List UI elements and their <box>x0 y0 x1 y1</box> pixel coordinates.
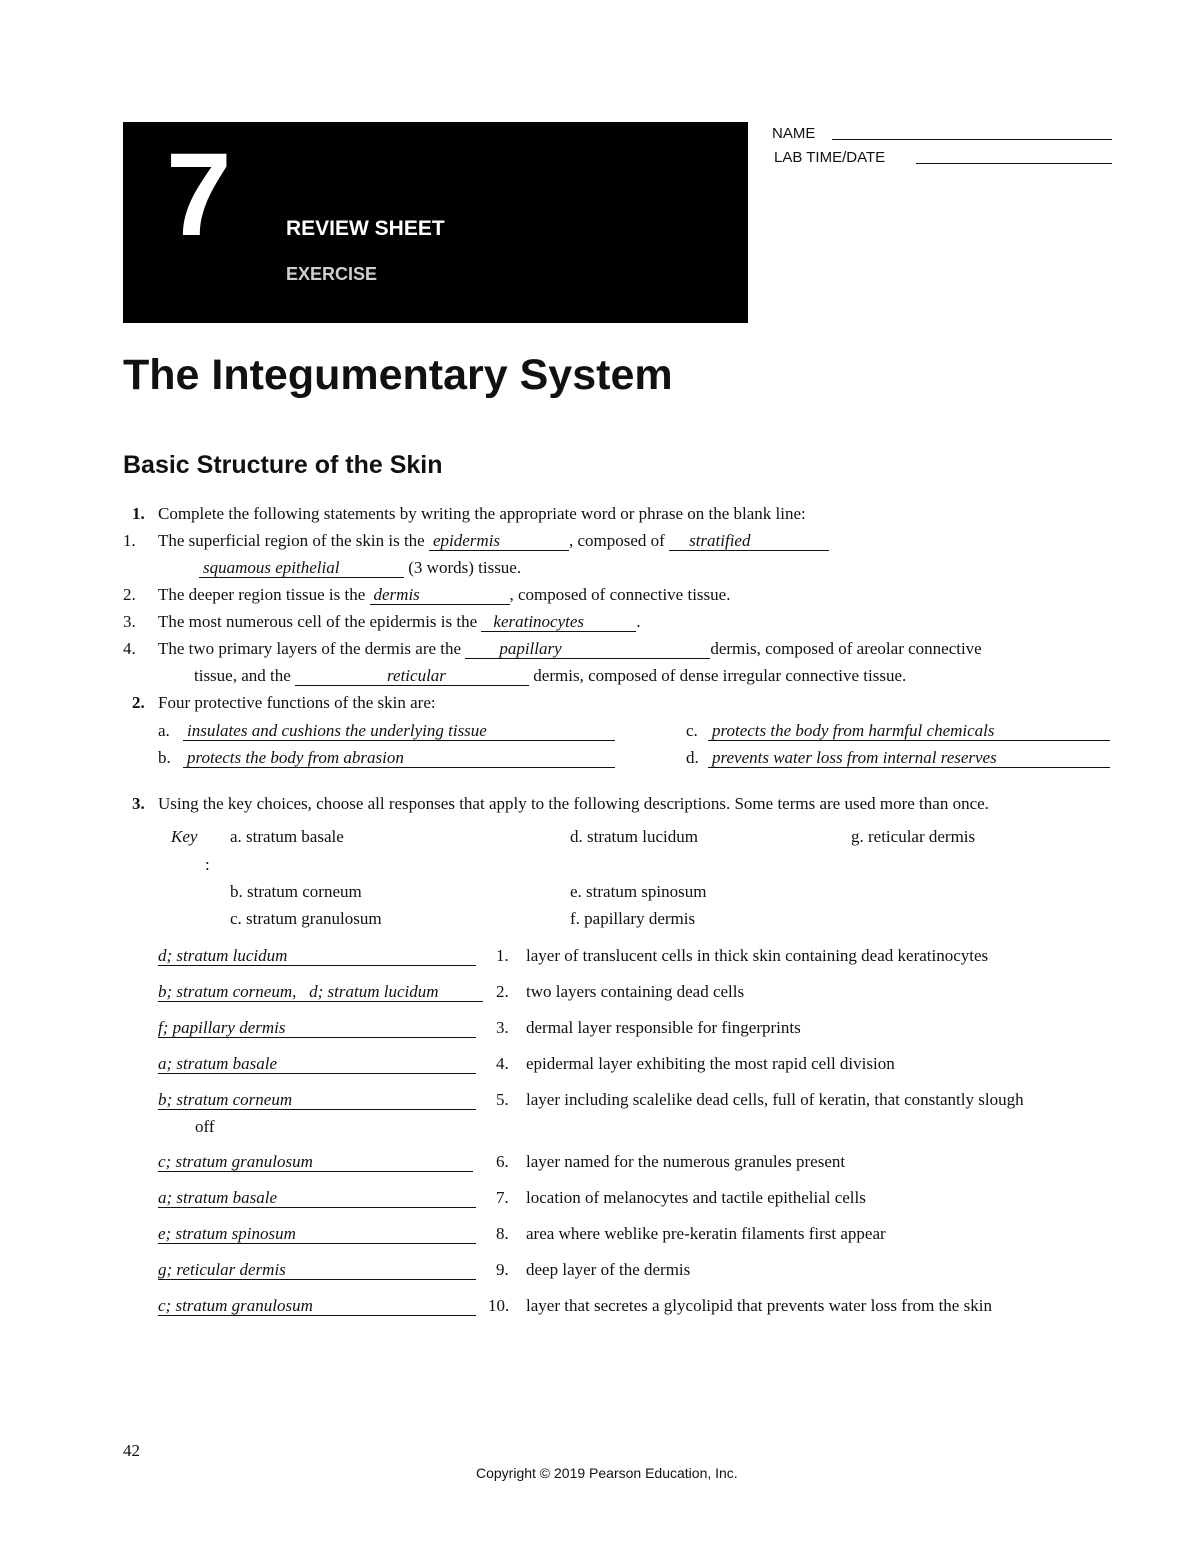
q3-row-number: 2. <box>496 982 509 1001</box>
q2-prompt: Four protective functions of the skin are: <box>158 693 436 712</box>
q1-prompt: Complete the following statements by writing the appropriate word or phrase on the blank line: <box>158 504 806 523</box>
key-choice-a: a. stratum basale <box>230 827 344 846</box>
q1-item-3-text-2: . <box>636 612 641 631</box>
q3-row-number: 10. <box>488 1296 510 1315</box>
q1-item-4-text-2: dermis, composed of areolar connective <box>710 639 982 658</box>
q3-row-description: location of melanocytes and tactile epithelial cells <box>526 1188 866 1207</box>
key-colon: : <box>205 855 210 874</box>
q1-item-1-blank-1[interactable]: epidermis <box>429 531 569 551</box>
q3-row-description: layer that secretes a glycolipid that prevents water loss from the skin <box>526 1296 992 1315</box>
key-choice-c: c. stratum granulosum <box>230 909 382 928</box>
q2-number: 2. <box>132 693 145 712</box>
q1-item-3 <box>158 611 641 633</box>
q2-blank-a[interactable]: insulates and cushions the underlying tissue <box>183 721 615 741</box>
q3-answer-1 <box>158 945 476 967</box>
exercise-label: EXERCISE <box>286 264 378 284</box>
q1-item-number: 4. <box>123 639 136 658</box>
q3-answer-4 <box>158 1053 476 1075</box>
q1-item-4 <box>158 638 982 660</box>
q2-blank-b[interactable]: protects the body from abrasion <box>183 748 615 768</box>
q3-answer-6 <box>158 1151 473 1173</box>
q2-blank-d[interactable]: prevents water loss from internal reserves <box>708 748 1110 768</box>
q3-answer-2 <box>158 981 483 1003</box>
q3-blank-8[interactable]: e; stratum spinosum <box>158 1224 476 1244</box>
q3-row-number: 7. <box>496 1188 509 1207</box>
q3-number: 3. <box>132 794 145 813</box>
q1-item-3-blank[interactable]: keratinocytes <box>481 612 636 632</box>
q2-answer-c <box>708 720 1110 742</box>
q1-item-4-blank-2[interactable]: reticular <box>295 666 529 686</box>
copyright-notice: Copyright © 2019 Pearson Education, Inc. <box>476 1465 738 1481</box>
q3-row-description: two layers containing dead cells <box>526 982 745 1001</box>
key-choice-d: d. stratum lucidum <box>570 827 698 846</box>
section-title: Basic Structure of the Skin <box>123 451 443 479</box>
lab-time-date-field[interactable] <box>916 149 1112 164</box>
q3-blank-6[interactable]: c; stratum granulosum <box>158 1152 473 1172</box>
q2-item-letter: d. <box>686 748 699 767</box>
q1-item-1-blank-2[interactable]: stratified <box>669 531 829 551</box>
q3-row-description: epidermal layer exhibiting the most rapid cell division <box>526 1054 895 1073</box>
q3-answer-7 <box>158 1187 476 1209</box>
q1-item-number: 3. <box>123 612 136 631</box>
q2-blank-c[interactable]: protects the body from harmful chemicals <box>708 721 1110 741</box>
q3-row-description: layer including scalelike dead cells, full of keratin, that constantly slough <box>526 1090 1024 1109</box>
q1-item-1-text-3: (3 words) tissue. <box>408 558 522 577</box>
q3-blank-7[interactable]: a; stratum basale <box>158 1188 476 1208</box>
q3-blank-9[interactable]: g; reticular dermis <box>158 1260 476 1280</box>
q3-answer-3 <box>158 1017 476 1039</box>
q1-item-4-blank-1[interactable]: papillary <box>465 639 710 659</box>
q3-row-description: layer named for the numerous granules present <box>526 1152 846 1171</box>
q1-number: 1. <box>132 504 145 523</box>
q3-row-number: 9. <box>496 1260 509 1279</box>
q1-item-4-continued <box>194 665 906 687</box>
key-label: Key <box>171 827 198 846</box>
page-number: 42 <box>123 1441 140 1460</box>
q2-answer-a <box>183 720 615 742</box>
q1-item-2-text-2: , composed of connective tissue. <box>509 585 731 604</box>
q3-row-description: dermal layer responsible for fingerprints <box>526 1018 801 1037</box>
name-field[interactable] <box>832 125 1112 140</box>
name-label: NAME <box>772 125 816 142</box>
q3-row-number: 1. <box>496 946 509 965</box>
q3-answer-9 <box>158 1259 476 1281</box>
q1-item-number: 1. <box>123 531 136 550</box>
q3-row-number: 8. <box>496 1224 509 1243</box>
q3-row-description: deep layer of the dermis <box>526 1260 691 1279</box>
q1-item-1-blank-3[interactable]: squamous epithelial <box>199 558 404 578</box>
q3-blank-1[interactable]: d; stratum lucidum <box>158 946 476 966</box>
key-choice-g: g. reticular dermis <box>851 827 976 846</box>
q3-blank-10[interactable]: c; stratum granulosum <box>158 1296 476 1316</box>
page-title: The Integumentary System <box>123 351 673 399</box>
q3-answer-5 <box>158 1089 476 1111</box>
exercise-number: 7 <box>166 129 232 261</box>
q1-item-2-text: The deeper region tissue is the <box>158 585 366 604</box>
q3-answer-8 <box>158 1223 476 1245</box>
q3-blank-4[interactable]: a; stratum basale <box>158 1054 476 1074</box>
q3-row-description: layer of translucent cells in thick skin containing dead keratinocytes <box>526 946 989 965</box>
q1-item-1-continued <box>199 557 521 579</box>
q3-blank-3[interactable]: f; papillary dermis <box>158 1018 476 1038</box>
q2-item-letter: b. <box>158 748 171 767</box>
q1-item-2 <box>158 584 730 606</box>
q3-row-description: area where weblike pre-keratin filaments first appear <box>526 1224 886 1243</box>
q3-row-number: 3. <box>496 1018 509 1037</box>
q1-item-4-text-3: tissue, and the <box>194 666 291 685</box>
review-sheet-label: REVIEW SHEET <box>286 217 445 240</box>
q3-blank-2[interactable]: b; stratum corneum, d; stratum lucidum <box>158 982 483 1002</box>
q2-item-letter: c. <box>686 721 698 740</box>
q1-item-4-text-4: dermis, composed of dense irregular connective tissue. <box>533 666 907 685</box>
lab-time-date-label: LAB TIME/DATE <box>774 149 886 166</box>
q2-answer-d <box>708 747 1110 769</box>
q1-item-1 <box>158 530 829 552</box>
q3-prompt: Using the key choices, choose all responses that apply to the following descriptions. Some terms are used more than once. <box>158 794 989 813</box>
q3-row-description-continued: off <box>195 1117 215 1136</box>
q1-item-3-text: The most numerous cell of the epidermis is the <box>158 612 478 631</box>
q1-item-1-text: The superficial region of the skin is the <box>158 531 425 550</box>
q1-item-1-text-2: , composed of <box>568 531 665 550</box>
q3-row-number: 6. <box>496 1152 509 1171</box>
q3-blank-5[interactable]: b; stratum corneum <box>158 1090 476 1110</box>
q1-item-2-blank[interactable]: dermis <box>370 585 510 605</box>
q3-row-number: 4. <box>496 1054 509 1073</box>
q3-answer-10 <box>158 1295 476 1317</box>
key-choice-f: f. papillary dermis <box>570 909 696 928</box>
q2-answer-b <box>183 747 615 769</box>
q1-item-number: 2. <box>123 585 136 604</box>
q2-item-letter: a. <box>158 721 170 740</box>
q1-item-4-text: The two primary layers of the dermis are the <box>158 639 462 658</box>
key-choice-b: b. stratum corneum <box>230 882 362 901</box>
key-choice-e: e. stratum spinosum <box>570 882 707 901</box>
q3-row-number: 5. <box>496 1090 509 1109</box>
